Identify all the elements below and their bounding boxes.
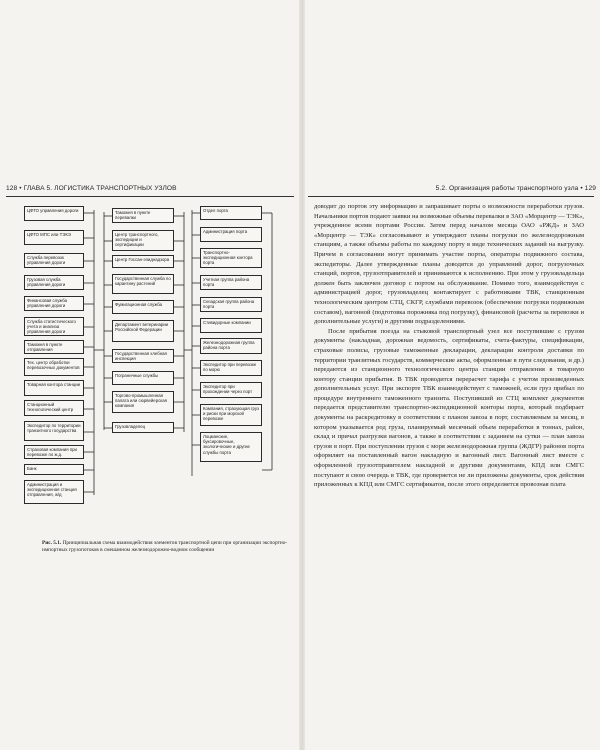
diagram-box: Отдел порта bbox=[200, 206, 262, 220]
diagram-box: Торгово-промышленная палата или сюрвейерская компания bbox=[112, 391, 174, 413]
diagram-box: Пограничные службы bbox=[112, 371, 174, 385]
diagram-box: Грузовладелец bbox=[112, 422, 174, 433]
diagram-box: Лоцманские, буксировочные, экологические и другие службы порта bbox=[200, 432, 262, 462]
right-header-rule bbox=[308, 196, 594, 197]
diagram-box: Администрация порта bbox=[200, 227, 262, 242]
diagram-box: Центр транспортного, экспедиции и сертификации bbox=[112, 230, 174, 251]
paragraph: доводит до портов эту информацию и запрашивает порты о возможности переработки грузов. Начальники портов подают заявки на возможные объемы перевалки в ЗАО «Морцентр — ТЭК», учрежденное всеми портами России. Затем перед началом месяца ОАО «РЖД» и ЗАО «Морцентр — ТЭК» согласовывают и утверждают планы погрузки по железнодорожным станциям, а также объемы работы по каждому порту в виде технических заданий на выгрузку. Причем в согласовании могут принимать участие порты, операторы подвижного состава, экспедиторы. Далее утвержденные планы доводятся до управлений дорог, погрузочных станций, портов, грузоотправителей и принимаются к исполнению. При этом у грузовладельца должен быть заключен договор с портом на обслуживание. Помимо того, взаимодействуя с администрацией дорог, грузовладелец контактирует с работниками ТВК, станционным технологическим центром СТЦ, СКГР, службами перевозок (обеспечение погрузки подвижным составом), вагонной (подготовка порожняка под погрузку), финансовой (расчеты за перевозки и дополнительные услуги) и другими подразделениями. bbox=[314, 203, 584, 326]
diagram-box: Экспедитор при перевозке по морю bbox=[200, 360, 262, 376]
diagram-box: Стивидорные компании bbox=[200, 318, 262, 333]
figure-caption bbox=[42, 540, 292, 553]
diagram-box: Государственная хлебная инспекция bbox=[112, 349, 174, 363]
diagram-box: Центр Госсан-эпиднадзора bbox=[112, 255, 174, 268]
diagram-box: Тех. центр обработки перевозочных документов bbox=[24, 358, 84, 376]
left-header-rule bbox=[6, 196, 294, 197]
caption-label: Рис. 5.1. bbox=[42, 540, 62, 546]
diagram-box: Учетная группа района порта bbox=[200, 275, 262, 290]
diagram-box: Страховая компания при перевозке по ж.д. bbox=[24, 445, 84, 459]
diagram-box: Банк bbox=[24, 464, 84, 475]
interaction-diagram bbox=[0, 200, 300, 540]
diagram-box: Таможня в пункте перевалки bbox=[112, 208, 174, 223]
diagram-box: Товарная контора станции bbox=[24, 380, 84, 396]
diagram-box: Департамент ветеринарии Российской Федерации bbox=[112, 320, 174, 342]
diagram-box: Экспедитор при прохождении через порт bbox=[200, 382, 262, 398]
diagram-box: Складская группа района порта bbox=[200, 297, 262, 312]
right-page-body bbox=[314, 202, 584, 490]
left-page-header: 128 • ГЛАВА 5. ЛОГИСТИКА ТРАНСПОРТНЫХ УЗЛОВ bbox=[6, 185, 177, 192]
diagram-box: Таможня в пункте отправления bbox=[24, 340, 84, 354]
diagram-box: Станционный технологический центр bbox=[24, 400, 84, 416]
diagram-box: Фумигационная служба bbox=[112, 300, 174, 314]
diagram-box: Экспедитор по территории транзитного государства bbox=[24, 421, 84, 441]
diagram-box: Администрация и экспедиционная станция отправления, ж/д bbox=[24, 480, 84, 504]
diagram-box: ЦФТО МПС или ТЭКЭ bbox=[24, 230, 84, 245]
diagram-box: Компания, страхующая груз и риски при морской перевозке bbox=[200, 404, 262, 426]
diagram-box: ЦФТО управления дороги bbox=[24, 206, 84, 221]
diagram-box: Государственная служба по карантину растений bbox=[112, 274, 174, 294]
diagram-box: Служба перевозок управления дороги bbox=[24, 253, 84, 268]
diagram-box: Грузовая служба управления дороги bbox=[24, 275, 84, 290]
caption-text: Принципиальная схема взаимодействия элементов транспортной цепи при организации экспортно-импортных грузопотоков в смешанном железнодорожно-водном сообщении bbox=[42, 540, 288, 553]
diagram-box: Служба статистического учета и анализа управления дороги bbox=[24, 317, 84, 336]
diagram-box: Финансовая служба управления дороги bbox=[24, 296, 84, 311]
right-page-header: 5.2. Организация работы транспортного узла • 129 bbox=[435, 185, 596, 192]
diagram-box: Железнодорожная группа района порта bbox=[200, 338, 262, 354]
diagram-box: Транспортно-экспедиционная контора порта bbox=[200, 248, 262, 268]
paragraph: После прибытия поезда на стыковой транспортный узел все поступившие с грузом документы (накладная, дорожная ведомость, сертификаты, счета-фактуры, спецификации, страховые полисы, грузовые таможенные декларации, декларации контроля доставки по территории транзитных государств, коммерческие акты, оформленные в пути следования, и др.) передаются из станционного технологического центра станции отправления в товарную контору станции прибытия. В ТВК проводится перерасчет тарифа с учетом произведенных дополнительных услуг. При экспорте ТВК взаимодействует с таможней, если груз прибыл по процедуре внутреннего таможенного транзита. Поступивший из СТЦ комплект документов передается представителю транспортно-экспедиционной конторы порта, который подбирает документы на раскредитовку в соответствии с планом завоза в порт, составляемым за месяц, в котором указывается род груза, планируемый месячный объем переработки в тоннах, район, склад и причал разгрузки вагонов, а также в соответствии с заданием на сутки — план завоза грузов в порт. При поступлении грузов с моря железнодорожная группа (ЖДГР) районов порта оформляет на поставленный вагон накладную и вагонный лист. Вагонный лист вместе с оформленной грузоотправителем накладной и другими документами, КПД или СМГС поступают в свою очередь в ТВК, где проверяется не ли приложены документы, срок действия приложенных к КПД или СМГС сертификатов, после этого определяется провозная плата bbox=[314, 327, 584, 489]
